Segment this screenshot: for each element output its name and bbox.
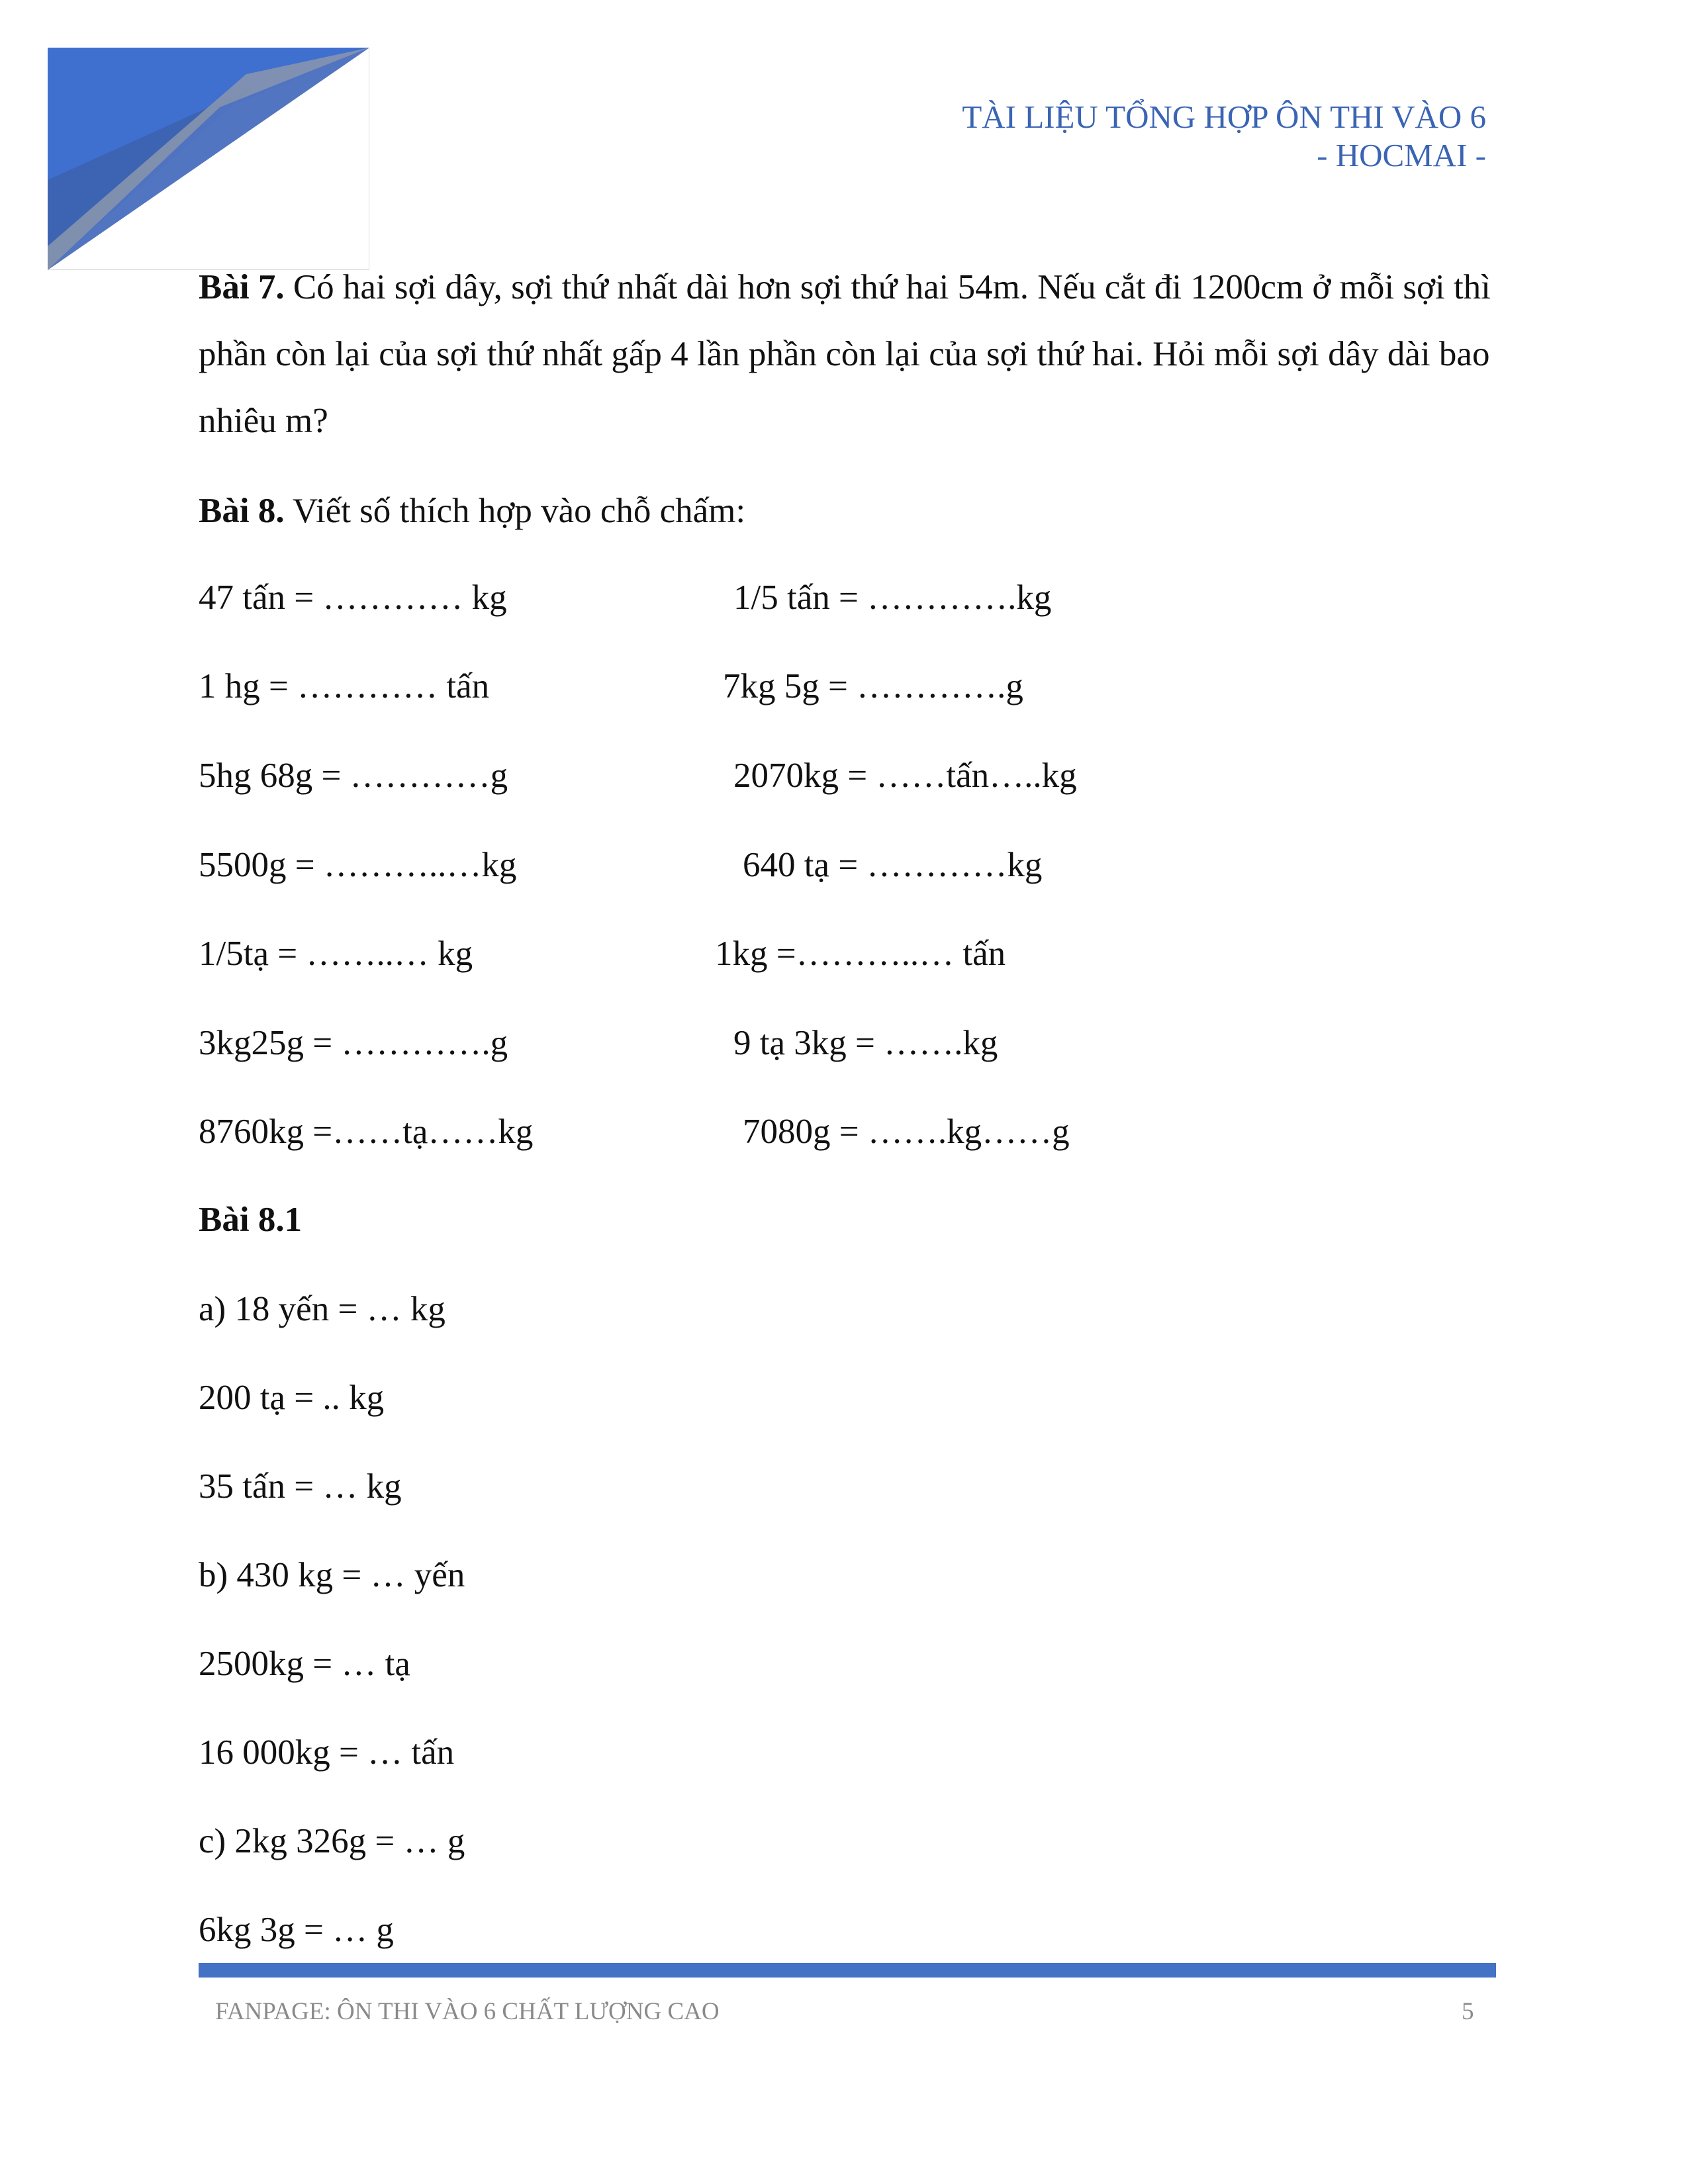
conversion-left: 47 tấn = ………… kg (199, 578, 507, 617)
conversion-right: 1kg =………..… tấn (715, 934, 1006, 973)
corner-logo (48, 48, 369, 270)
conversion-left: 1 hg = ………… tấn (199, 667, 490, 705)
footer-fanpage: FANPAGE: ÔN THI VÀO 6 CHẤT LƯỢNG CAO (215, 1998, 720, 2025)
document-header (962, 98, 1486, 175)
exercise-8-1-line: 35 tấn = … kg (199, 1467, 402, 1506)
exercise-7 (199, 254, 1496, 455)
exercise-8-1-line: 2500kg = … tạ (199, 1645, 410, 1683)
conversion-right: 640 tạ = …………kg (743, 846, 1043, 884)
exercise-8-1-line: b) 430 kg = … yến (199, 1556, 465, 1594)
exercise-8-text: Viết số thích hợp vào chỗ chấm: (284, 492, 746, 530)
exercise-7-label: Bài 7. (199, 268, 285, 306)
exercise-8-1-line: c) 2kg 326g = … g (199, 1822, 465, 1860)
exercise-8-1-line: 6kg 3g = … g (199, 1911, 394, 1949)
conversion-left: 1/5tạ = ……..… kg (199, 934, 473, 973)
exercise-8-label: Bài 8. (199, 492, 285, 530)
header-subtitle: - HOCMAI - (1317, 137, 1486, 173)
exercise-8-1-line: 16 000kg = … tấn (199, 1733, 455, 1772)
footer-divider (199, 1963, 1496, 1978)
conversion-right: 7kg 5g = ………….g (723, 667, 1023, 705)
exercise-7-text: Có hai sợi dây, sợi thứ nhất dài hơn sợi thứ hai 54m. Nếu cắt đi 1200cm ở mỗi sợi thì phần còn lại của sợi thứ nhất gấp 4 lần phần còn lại của sợi thứ hai. Hỏi mỗi sợi dây dài bao nhiêu m? (199, 268, 1491, 440)
header-title: TÀI LIỆU TỔNG HỢP ÔN THI VÀO 6 (962, 99, 1486, 135)
conversion-left: 3kg25g = ………….g (199, 1024, 508, 1062)
exercise-8-1-line: a) 18 yến = … kg (199, 1290, 445, 1328)
conversion-right: 1/5 tấn = ………….kg (733, 578, 1052, 617)
conversion-left: 8760kg =……tạ……kg (199, 1113, 534, 1151)
exercise-8-1-label: Bài 8.1 (199, 1201, 303, 1239)
exercise-8 (199, 478, 1496, 545)
exercise-8-1-line: 200 tạ = .. kg (199, 1379, 385, 1417)
conversion-right: 7080g = …….kg……g (743, 1113, 1070, 1151)
conversion-left: 5500g = ………..…kg (199, 846, 517, 884)
page-number: 5 (1462, 1998, 1474, 2025)
conversion-right: 9 tạ 3kg = …….kg (733, 1024, 998, 1062)
conversion-right: 2070kg = ……tấn…..kg (733, 756, 1077, 795)
conversion-left: 5hg 68g = …………g (199, 756, 508, 795)
